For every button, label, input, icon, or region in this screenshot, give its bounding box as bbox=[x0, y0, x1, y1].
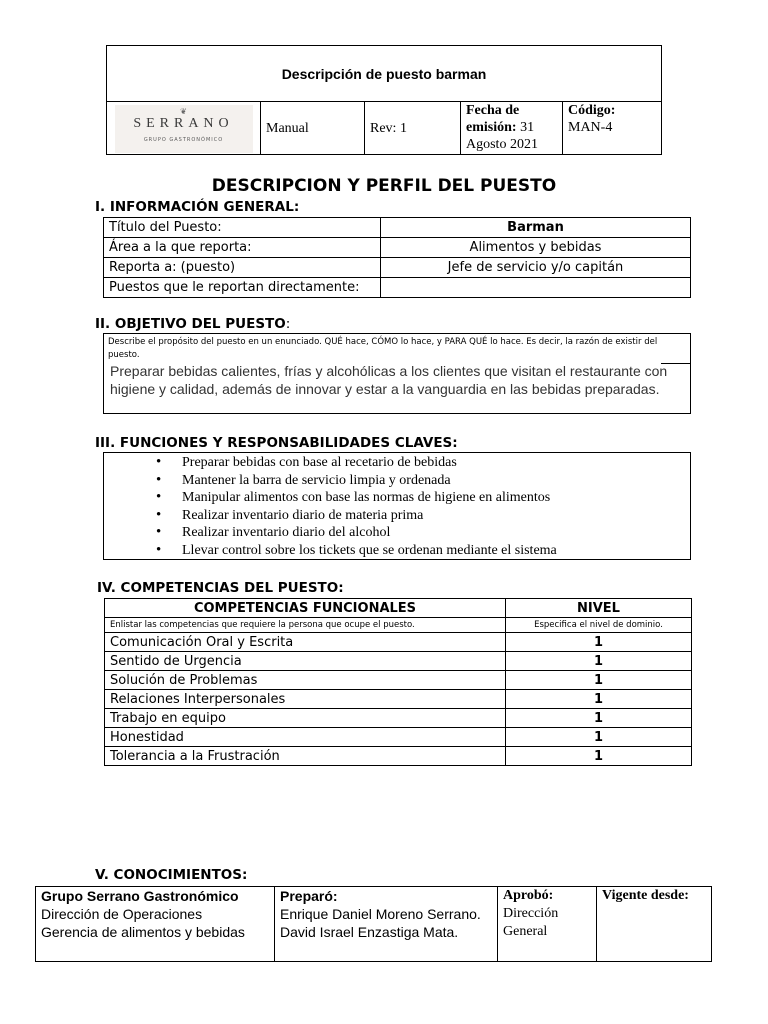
org-cell bbox=[36, 887, 275, 962]
table-row bbox=[105, 709, 692, 728]
approved-label: Aprobó: bbox=[503, 888, 554, 903]
info-label: Título del Puesto: bbox=[104, 218, 381, 238]
table-row bbox=[104, 238, 691, 258]
competency-name: Solución de Problemas bbox=[105, 671, 506, 690]
competency-name: Honestidad bbox=[105, 728, 506, 747]
org-name: Grupo Serrano Gastronómico bbox=[41, 888, 239, 904]
table-row bbox=[105, 747, 692, 766]
org-line: Gerencia de alimentos y bebidas bbox=[41, 924, 245, 940]
competency-level: 1 bbox=[506, 709, 692, 728]
logo-subtitle: GRUPO GASTRONÓMICO bbox=[143, 137, 224, 143]
table-row bbox=[105, 671, 692, 690]
prepared-label: Preparó: bbox=[280, 888, 338, 904]
list-item: • Mantener la barra de servicio limpia y ordenada bbox=[182, 472, 557, 490]
column-header: COMPETENCIAS FUNCIONALES bbox=[105, 599, 506, 618]
table-row bbox=[105, 728, 692, 747]
competency-name: Trabajo en equipo bbox=[105, 709, 506, 728]
competency-level: 1 bbox=[506, 690, 692, 709]
competencies-table bbox=[104, 598, 692, 766]
objective-instruction: Describe el propósito del puesto en un enunciado. QUÉ hace, CÓMO lo hace, y PARA QUÉ lo hace. Es decir, la razón de existir del puesto. bbox=[108, 337, 658, 360]
info-value: Jefe de servicio y/o capitán bbox=[381, 258, 691, 278]
info-value: Alimentos y bebidas bbox=[381, 238, 691, 258]
column-header: NIVEL bbox=[506, 599, 692, 618]
table-header-row bbox=[105, 599, 692, 618]
valid-since-cell bbox=[597, 887, 712, 962]
revision-cell: Rev: 1 bbox=[364, 102, 460, 155]
org-line: Dirección de Operaciones bbox=[41, 906, 203, 922]
objective-box bbox=[103, 333, 691, 414]
competency-level: 1 bbox=[506, 747, 692, 766]
table-row bbox=[105, 633, 692, 652]
column-hint: Enlistar las competencias que requiere la persona que ocupe el puesto. bbox=[105, 618, 506, 633]
logo-wordmark: SERRANO bbox=[133, 116, 234, 131]
list-item: • Preparar bebidas con base al recetario de bebidas bbox=[182, 454, 557, 472]
section-2-heading bbox=[95, 316, 290, 332]
objective-text: Preparar bebidas calientes, frías y alcohólicas a los clientes que visitan el restaurante con higiene y calidad, además de innovar y estar a la vanguardia en las bebidas preparadas. bbox=[110, 363, 668, 397]
issue-date-label: Fecha de emisión: bbox=[466, 103, 520, 135]
list-item: • Llevar control sobre los tickets que se ordenan mediante el sistema bbox=[182, 542, 557, 560]
table-row bbox=[105, 690, 692, 709]
document-header bbox=[106, 45, 662, 155]
code-label: Código: bbox=[568, 103, 616, 118]
list-item: • Realizar inventario diario de materia prima bbox=[182, 507, 557, 525]
serrano-logo bbox=[115, 105, 253, 153]
competency-name: Comunicación Oral y Escrita bbox=[105, 633, 506, 652]
column-hint: Especifica el nivel de dominio. bbox=[506, 618, 692, 633]
competency-name: Sentido de Urgencia bbox=[105, 652, 506, 671]
logo-cell bbox=[107, 102, 260, 155]
section-2-heading-colon: : bbox=[285, 316, 291, 332]
logo-ornament-icon: ❦ bbox=[180, 107, 187, 116]
competency-level: 1 bbox=[506, 652, 692, 671]
list-item: • Realizar inventario diario del alcohol bbox=[182, 524, 557, 542]
prepared-name: Enrique Daniel Moreno Serrano. bbox=[280, 906, 481, 922]
code-cell bbox=[562, 102, 661, 155]
header-info-row bbox=[107, 101, 661, 155]
table-row bbox=[36, 887, 712, 962]
approved-value: Dirección General bbox=[503, 906, 559, 939]
info-value bbox=[381, 278, 691, 298]
issue-date-cell bbox=[460, 102, 562, 155]
prepared-cell bbox=[275, 887, 498, 962]
main-title: DESCRIPCION Y PERFIL DEL PUESTO bbox=[211, 176, 557, 196]
approval-table bbox=[35, 886, 712, 962]
functions-list bbox=[156, 454, 557, 559]
table-row bbox=[104, 218, 691, 238]
general-info-table bbox=[103, 217, 691, 298]
competency-level: 1 bbox=[506, 728, 692, 747]
section-1-heading: I. INFORMACIÓN GENERAL: bbox=[95, 199, 300, 215]
section-5-heading: V. CONOCIMIENTOS: bbox=[95, 867, 248, 883]
valid-since-label: Vigente desde: bbox=[602, 888, 689, 903]
code-value: MAN-4 bbox=[568, 120, 613, 135]
prepared-name: David Israel Enzastiga Mata. bbox=[280, 924, 459, 940]
section-4-heading: IV. COMPETENCIAS DEL PUESTO: bbox=[97, 580, 344, 596]
info-value: Barman bbox=[381, 218, 691, 238]
info-label: Reporta a: (puesto) bbox=[104, 258, 381, 278]
list-item: • Manipular alimentos con base las normas de higiene en alimentos bbox=[182, 489, 557, 507]
approved-cell bbox=[498, 887, 597, 962]
competency-level: 1 bbox=[506, 633, 692, 652]
issue-date-value: 31 Agosto 2021 bbox=[466, 120, 538, 152]
section-2-heading-text: II. OBJETIVO DEL PUESTO bbox=[95, 316, 286, 332]
document-title: Descripción de puesto barman bbox=[281, 66, 487, 82]
competency-name: Tolerancia a la Frustración bbox=[105, 747, 506, 766]
competency-level: 1 bbox=[506, 671, 692, 690]
table-row bbox=[104, 258, 691, 278]
table-row bbox=[104, 278, 691, 298]
functions-box bbox=[103, 452, 691, 560]
info-label: Área a la que reporta: bbox=[104, 238, 381, 258]
table-hint-row bbox=[105, 618, 692, 633]
manual-cell: Manual bbox=[260, 102, 364, 155]
section-3-heading: III. FUNCIONES Y RESPONSABILIDADES CLAVES: bbox=[95, 435, 458, 451]
info-label: Puestos que le reportan directamente: bbox=[104, 278, 381, 298]
competency-name: Relaciones Interpersonales bbox=[105, 690, 506, 709]
table-row bbox=[105, 652, 692, 671]
